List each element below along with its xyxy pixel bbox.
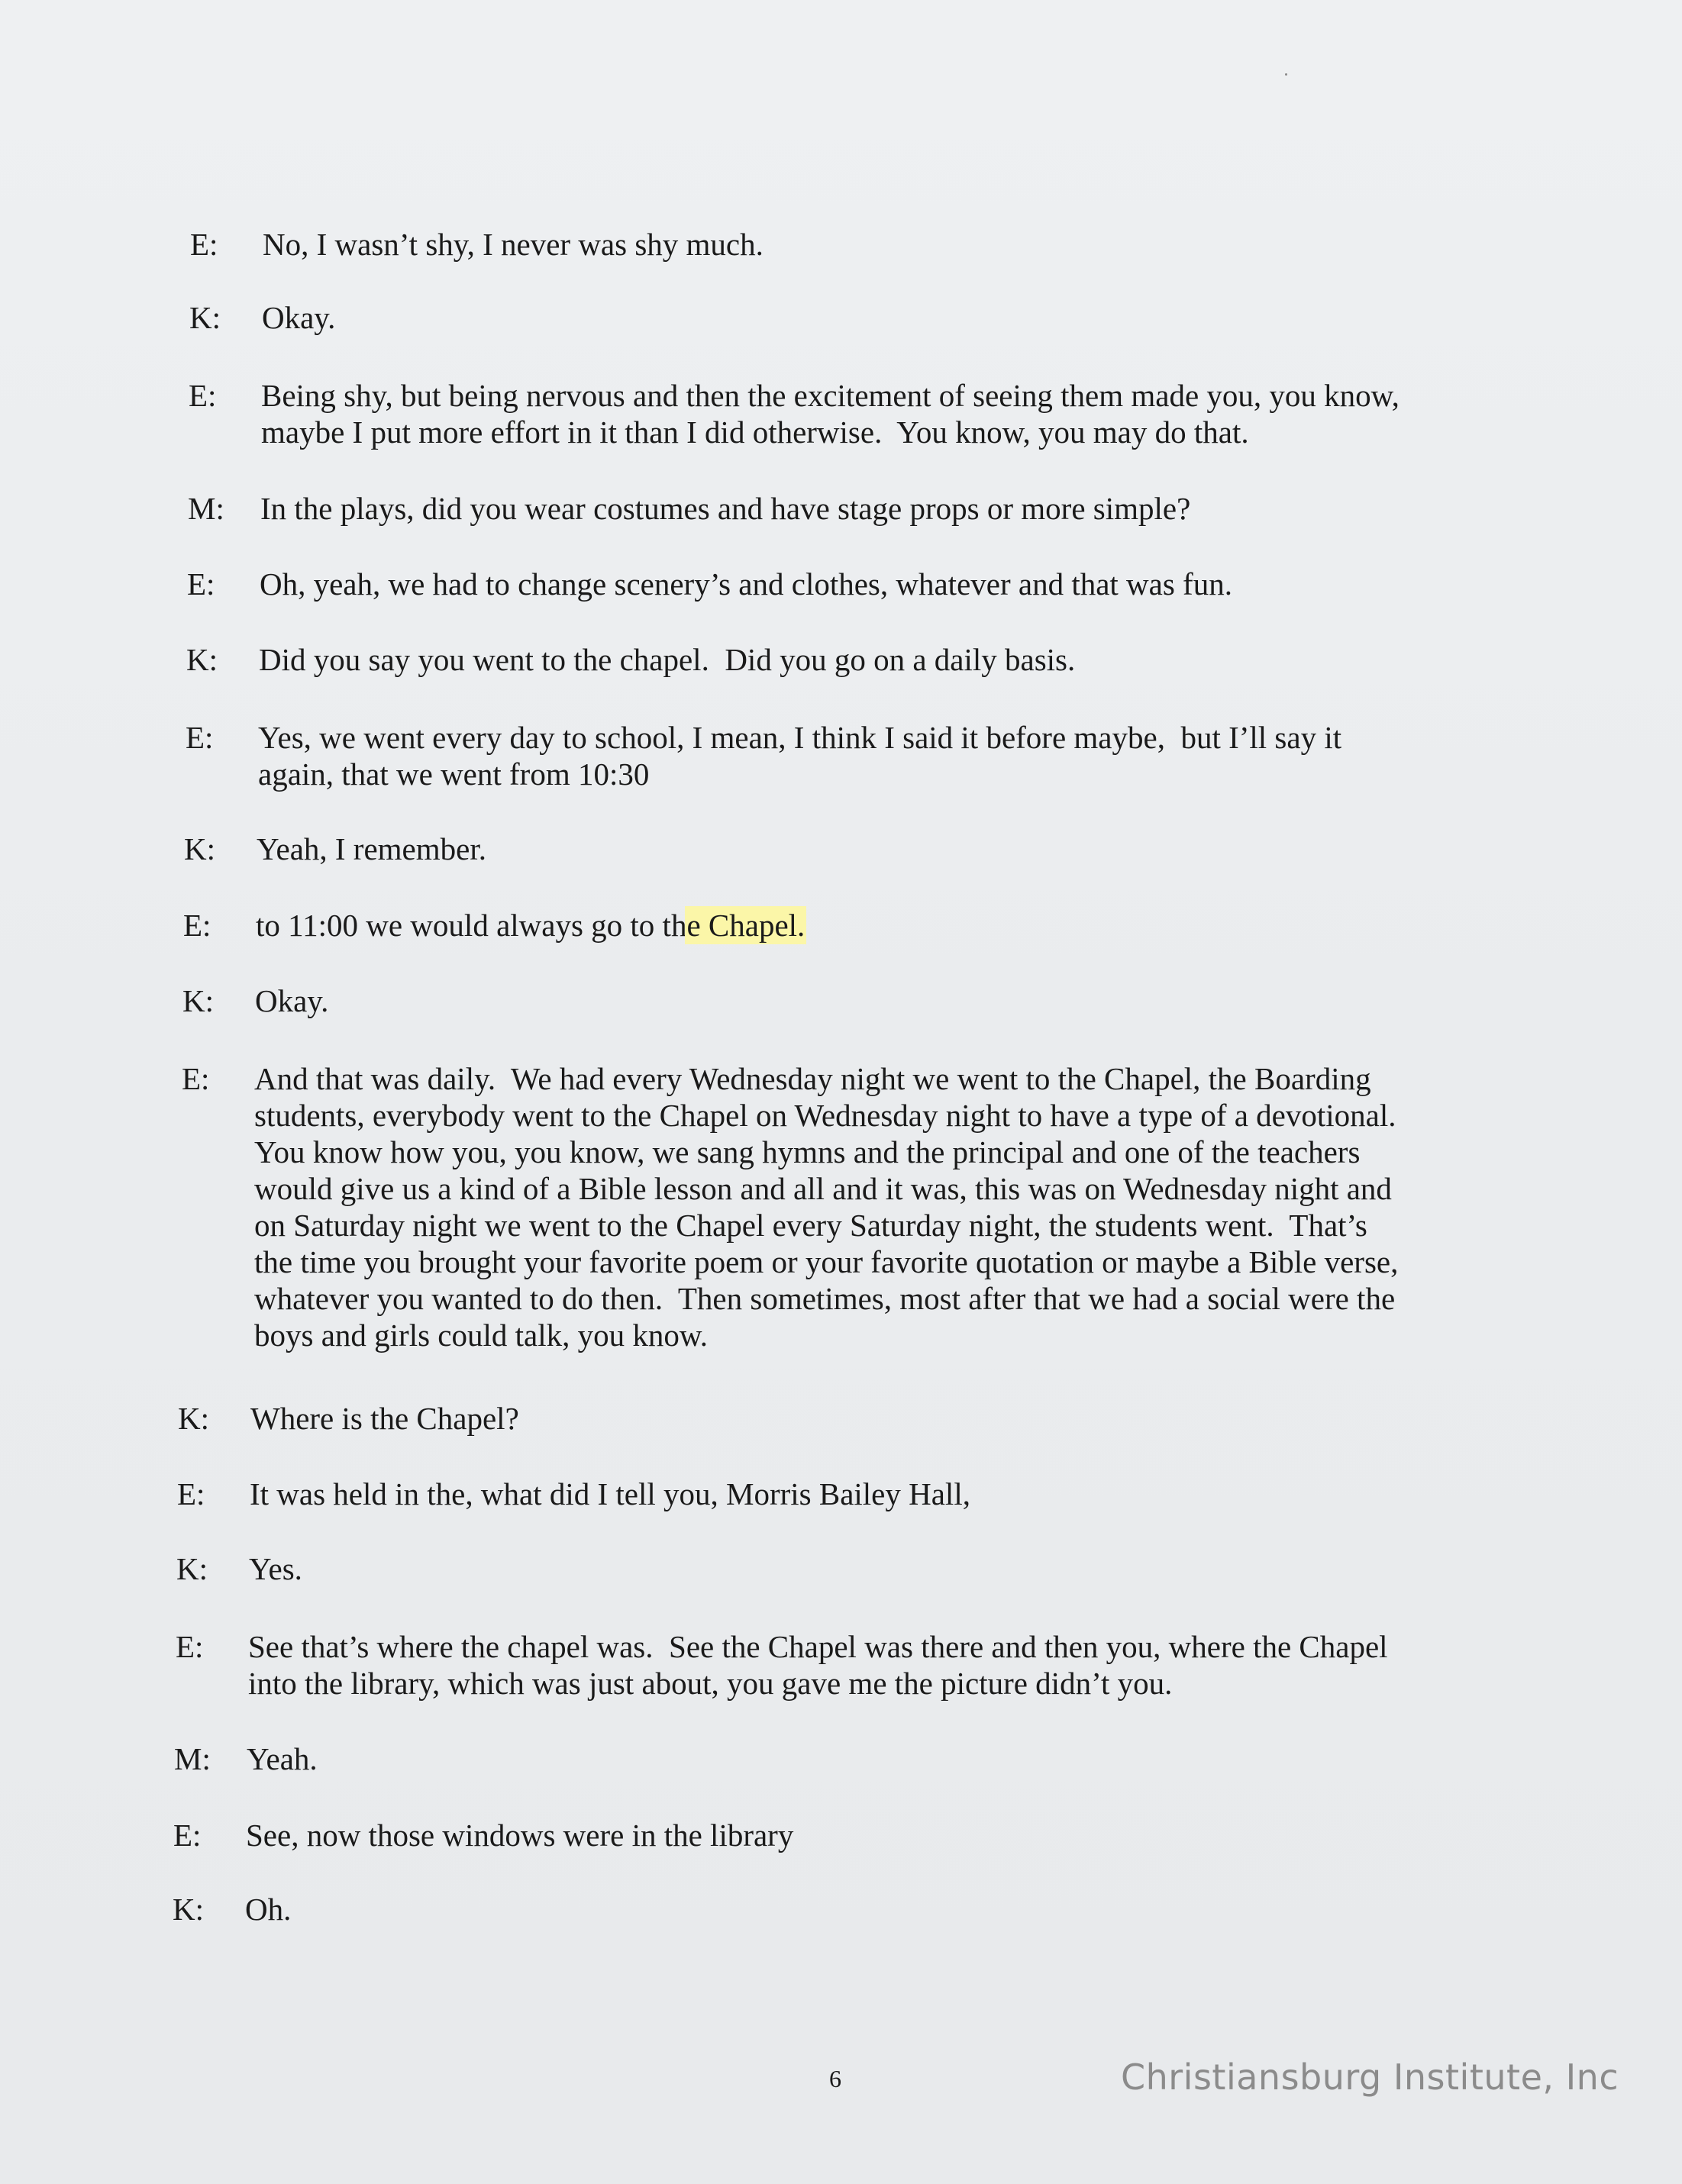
speaker-label: E:	[183, 908, 211, 943]
highlighted-text: e Chapel.	[686, 908, 805, 943]
utterance-text: It was held in the, what did I tell you, Morris Bailey Hall,	[250, 1476, 970, 1511]
utterance-text: In the plays, did you wear costumes and have stage props or more simple?	[260, 491, 1191, 526]
speaker-label: M:	[188, 491, 224, 526]
speaker-label: E:	[189, 378, 217, 413]
speaker-label: K:	[182, 983, 214, 1018]
speaker-label: E:	[182, 1061, 210, 1096]
transcript-line	[186, 719, 1499, 792]
transcript-line	[183, 907, 1496, 944]
speaker-label: E:	[190, 227, 218, 262]
transcript-line	[176, 1550, 1490, 1587]
utterance-text: See that’s where the chapel was. See the Chapel was there and then you, where the Chapel into the library, which was just about, you gave me the picture didn’t you.	[248, 1629, 1388, 1701]
transcript-line	[178, 1400, 1491, 1437]
speaker-label: E:	[186, 720, 214, 755]
transcript-line	[173, 1817, 1487, 1853]
speaker-label: M:	[174, 1741, 211, 1776]
utterance-text: Where is the Chapel?	[250, 1401, 519, 1436]
speaker-label: K:	[186, 642, 218, 677]
speaker-label: K:	[189, 300, 221, 335]
utterance-text	[256, 907, 1496, 944]
transcript-line	[187, 566, 1500, 602]
utterance-text: Oh, yeah, we had to change scenery’s and clothes, whatever and that was fun.	[260, 566, 1232, 602]
speaker-label: K:	[176, 1551, 208, 1586]
utterance-text: Yeah.	[247, 1741, 318, 1776]
utterance-text-plain: to 11:00 we would always go to th	[256, 908, 687, 943]
page-number: 6	[829, 2065, 841, 2092]
speaker-label: E:	[173, 1818, 202, 1853]
utterance-text: Okay.	[255, 983, 329, 1018]
transcript-line	[176, 1628, 1489, 1702]
speaker-label: K:	[173, 1892, 204, 1927]
utterance-text: Did you say you went to the chapel. Did you go on a daily basis.	[259, 642, 1076, 677]
paper-speck	[1285, 73, 1287, 76]
utterance-text: And that was daily. We had every Wednesday night we went to the Chapel, the Boarding students, everybody went to the Chapel on Wednesday night to have a type of a devotional. You know how you, you know, we sang hymns and the principal and one of the teachers would give us a kind of a Bible lesson and all and it was, this was on Wednesday night and on Saturday night we went to the Chapel every Saturday night, the students went. That’s the time you brought your favorite poem or your favorite quotation or maybe a Bible verse, whatever you wanted to do then. Then sometimes, most after that we had a social were the boys and girls could talk, you know.	[254, 1061, 1399, 1353]
transcript-line	[189, 299, 1503, 336]
transcript-line	[184, 831, 1497, 867]
transcript-line	[182, 1060, 1495, 1353]
transcript-line	[174, 1740, 1487, 1777]
transcript-line	[173, 1891, 1486, 1928]
utterance-text: Yeah, I remember.	[257, 831, 486, 866]
speaker-label: K:	[178, 1401, 209, 1436]
utterance-text: Oh.	[245, 1892, 292, 1927]
utterance-text: Being shy, but being nervous and then the excitement of seeing them made you, you know, maybe I put more effort in it than I did otherwise. You know, you may do that.	[261, 378, 1400, 450]
transcript-line	[190, 226, 1503, 263]
transcript-line	[177, 1476, 1490, 1512]
utterance-text: Yes.	[249, 1551, 302, 1586]
utterance-text: No, I wasn’t shy, I never was shy much.	[263, 227, 764, 262]
utterance-text: Yes, we went every day to school, I mean, I think I said it before maybe, but I’ll say it again, that we went from 10:30	[258, 720, 1342, 792]
speaker-label: E:	[187, 566, 215, 602]
speaker-label: K:	[184, 831, 215, 866]
transcript-line	[188, 490, 1501, 527]
transcript-line	[186, 641, 1500, 678]
transcript-line	[182, 982, 1496, 1019]
utterance-text: Okay.	[262, 300, 336, 335]
utterance-text: See, now those windows were in the library	[246, 1818, 794, 1853]
watermark-text: Christiansburg Institute, Inc	[1121, 2057, 1619, 2098]
transcript-line	[189, 377, 1502, 450]
speaker-label: E:	[176, 1629, 204, 1664]
speaker-label: E:	[177, 1476, 205, 1511]
